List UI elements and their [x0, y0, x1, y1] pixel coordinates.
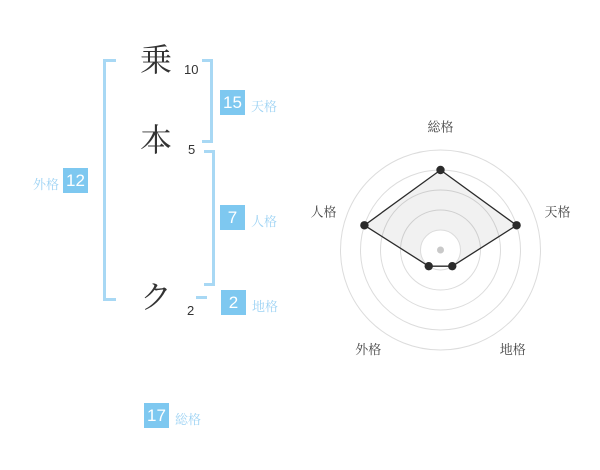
soukaku-label: 総格: [175, 412, 202, 427]
radar-data-point: [512, 221, 520, 229]
name-char-1: 乗: [139, 41, 172, 79]
tenkaku-bracket-tick-top: [202, 59, 213, 62]
jinkaku-bracket-vertical: [212, 150, 215, 286]
radar-center-dot: [437, 247, 444, 254]
radar-axis-label: 人格: [310, 204, 337, 220]
radar-chart: [290, 112, 590, 362]
tenkaku-bracket-vertical: [210, 59, 213, 143]
gaikaku-label: 外格: [32, 177, 59, 192]
stroke-count-2: 5: [188, 142, 196, 157]
gaikaku-bracket-vertical: [103, 59, 106, 301]
chikaku-label: 地格: [252, 299, 279, 314]
tenkaku-value-box: 15: [220, 90, 245, 115]
gaikaku-bracket-tick-top: [103, 59, 116, 62]
radar-axis-label: 地格: [499, 342, 526, 357]
radar-axis-label: 天格: [544, 204, 571, 220]
tenkaku-bracket-tick-bottom: [202, 140, 213, 143]
radar-axis-label: 総格: [427, 119, 454, 135]
chikaku-bracket-dash: [196, 296, 207, 299]
stroke-count-3: 2: [187, 303, 195, 318]
jinkaku-label: 人格: [251, 214, 278, 229]
jinkaku-bracket-tick-top: [204, 150, 215, 153]
tenkaku-label: 天格: [251, 99, 278, 114]
chikaku-value-box: 2: [221, 290, 246, 315]
gaikaku-value-box: 12: [63, 168, 88, 193]
jinkaku-value-box: 7: [220, 205, 245, 230]
jinkaku-bracket-tick-bottom: [204, 283, 215, 286]
stroke-count-1: 10: [184, 62, 199, 77]
soukaku-value-box: 17: [144, 403, 169, 428]
radar-data-point: [448, 262, 456, 270]
radar-data-point: [360, 221, 368, 229]
radar-axis-label: 外格: [355, 342, 382, 357]
gaikaku-bracket-tick-bottom: [103, 298, 116, 301]
name-char-3: ク: [139, 278, 172, 316]
radar-data-point: [436, 166, 444, 174]
name-char-2: 本: [139, 121, 172, 159]
radar-data-point: [425, 262, 433, 270]
